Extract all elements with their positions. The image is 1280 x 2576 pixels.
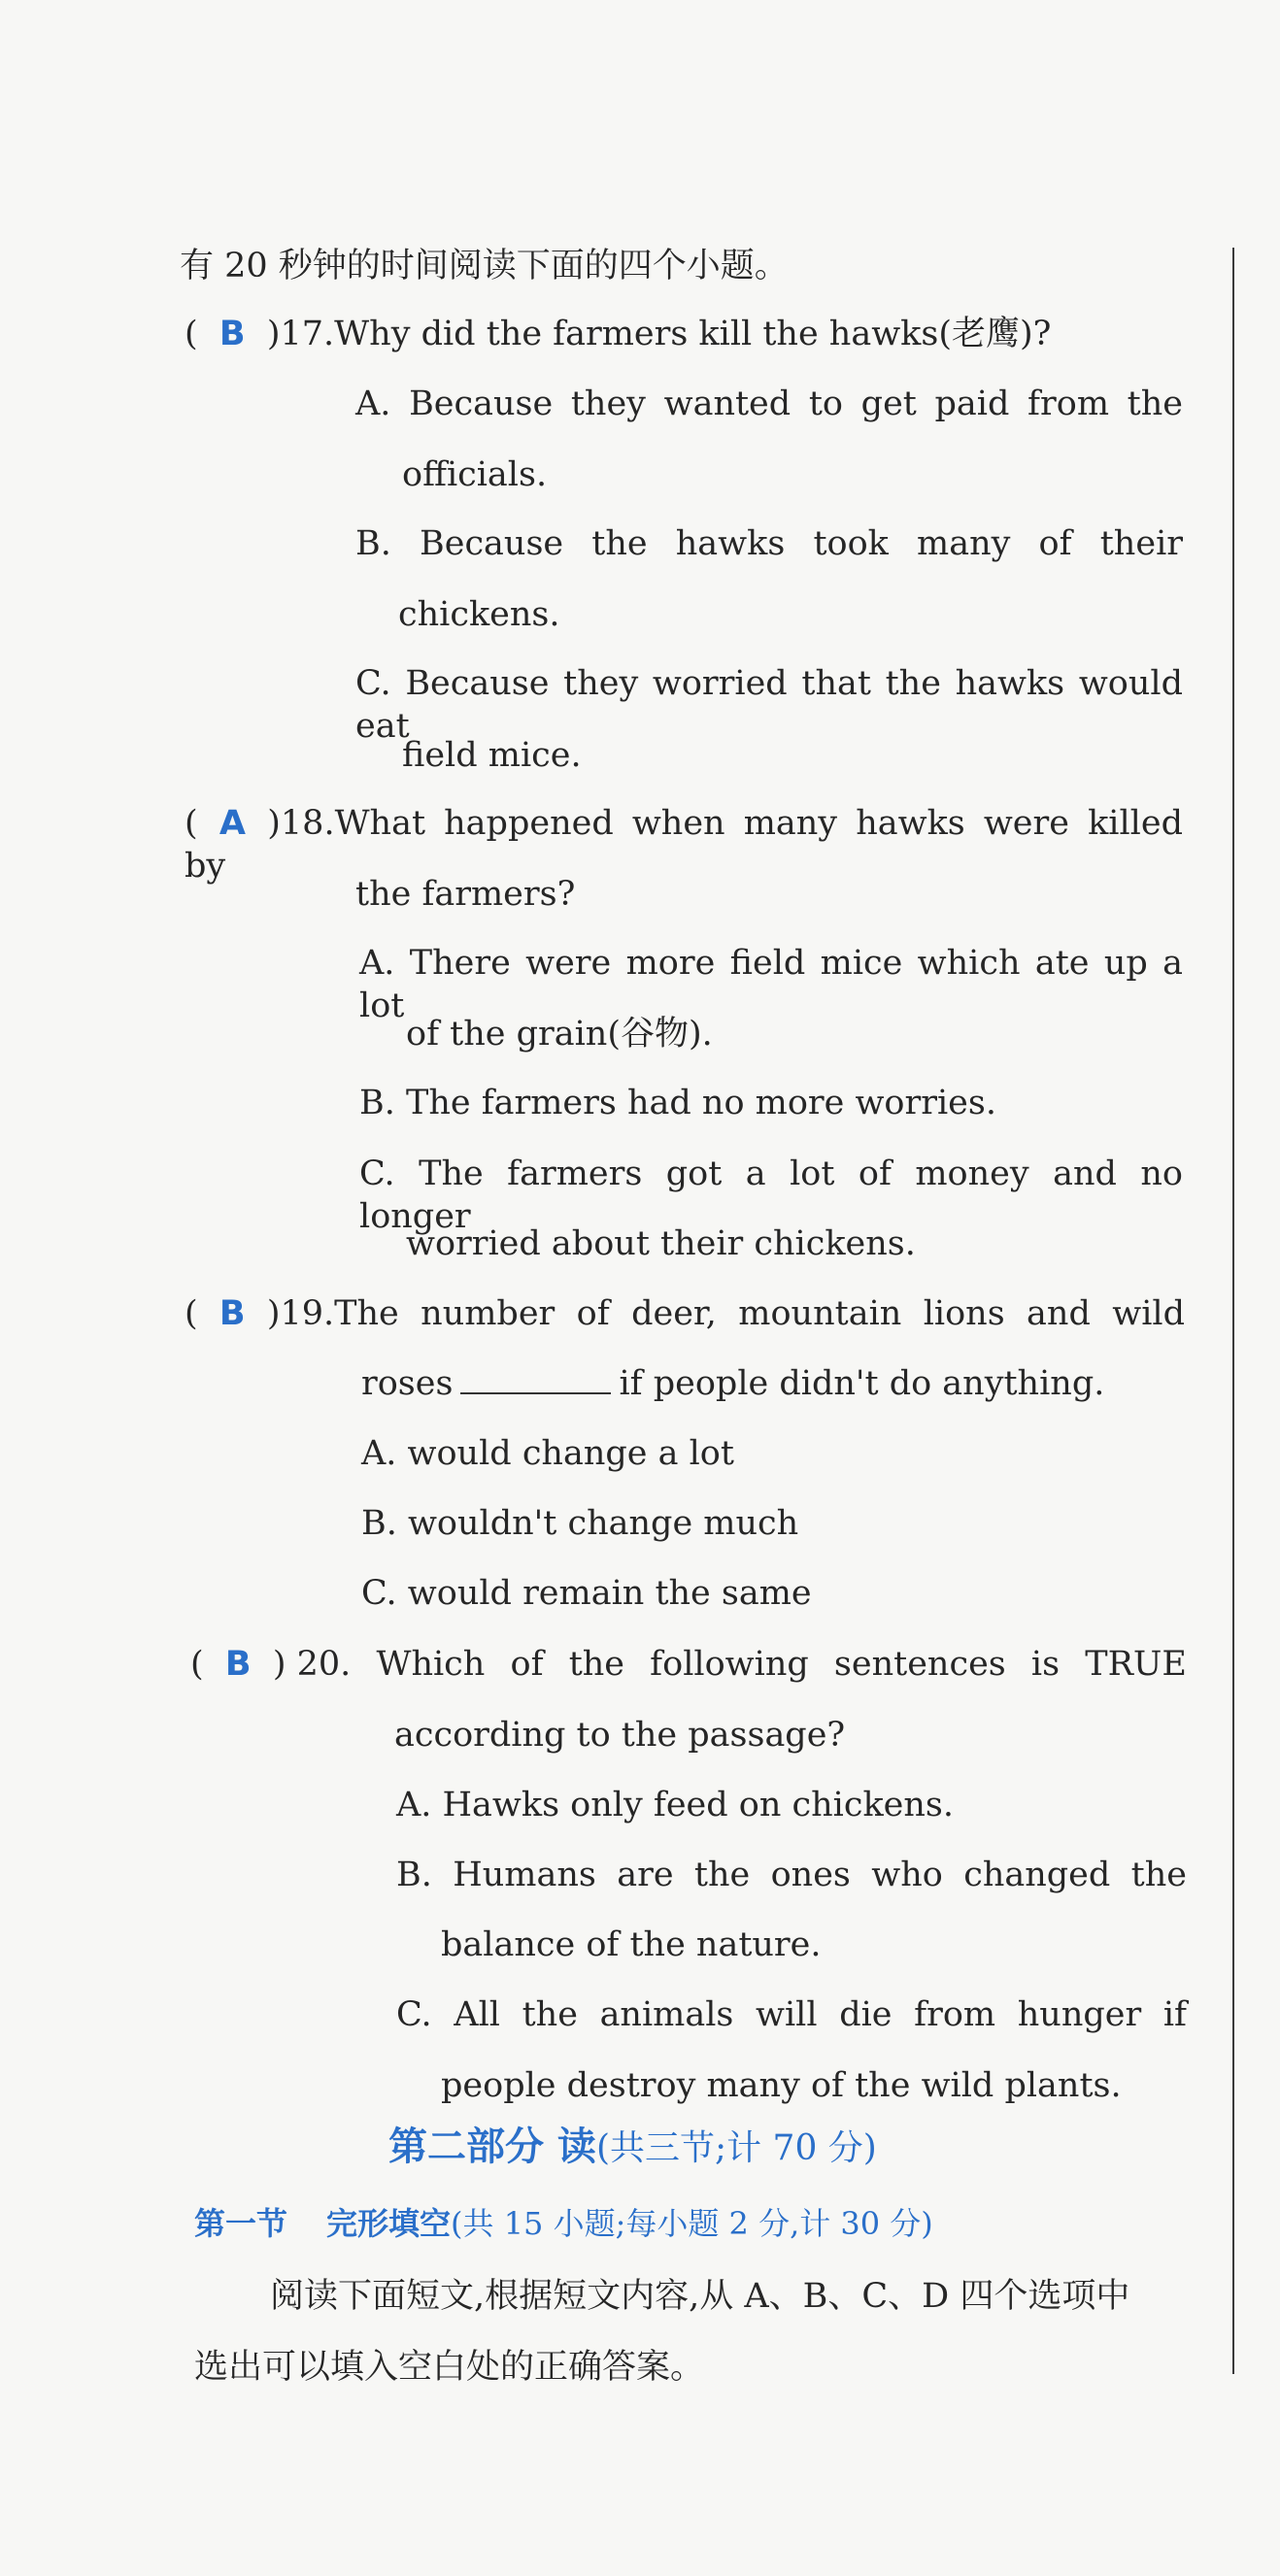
- question-18-option-a-cont: of the grain(谷物).: [406, 1015, 713, 1054]
- question-18-stem-cont: the farmers?: [355, 875, 576, 914]
- question-19-option-b: B. wouldn't change much: [361, 1504, 799, 1543]
- answer-19: B: [219, 1294, 246, 1333]
- question-20-option-c-cont: people destroy many of the wild plants.: [441, 2066, 1122, 2105]
- question-18-option-b: B. The farmers had no more worries.: [359, 1084, 996, 1122]
- intro-text: 有 20 秒钟的时间阅读下面的四个小题。: [180, 247, 789, 285]
- question-17-option-c-cont: field mice.: [402, 736, 582, 775]
- question-17-option-c: C. Because they worried that the hawks would eat: [355, 664, 1183, 746]
- question-17-option-a-cont: officials.: [402, 455, 548, 494]
- instructions-line-1: 阅读下面短文,根据短文内容,从 A、B、C、D 四个选项中: [270, 2277, 1130, 2316]
- question-20-option-c: C. All the animals will die from hunger if: [396, 1995, 1187, 2034]
- question-20-option-b: B. Humans are the ones who changed the: [396, 1856, 1187, 1894]
- question-19-option-a: A. would change a lot: [361, 1434, 734, 1473]
- question-20-stem-cont: according to the passage?: [394, 1716, 846, 1755]
- question-20-stem: ( B ) 20. Which of the following sentences is TRUE: [190, 1645, 1187, 1684]
- question-20-option-a: A. Hawks only feed on chickens.: [396, 1786, 955, 1824]
- question-18-option-c-cont: worried about their chickens.: [406, 1224, 916, 1263]
- question-17-option-b-cont: chickens.: [398, 595, 560, 634]
- question-19-stem: ( B )19.The number of deer, mountain lions and wild: [185, 1294, 1185, 1333]
- answer-blank: [460, 1363, 611, 1394]
- answer-17: B: [219, 315, 246, 353]
- answer-20: B: [224, 1645, 252, 1684]
- instructions-line-2: 选出可以填入空白处的正确答案。: [194, 2348, 705, 2387]
- question-19-stem-cont: roses if people didn't do anything.: [361, 1364, 1105, 1403]
- section-one-heading: 第一节 完形填空(共 15 小题;每小题 2 分,计 30 分): [194, 2205, 933, 2242]
- part-two-heading: 第二部分 读(共三节;计 70 分): [388, 2124, 877, 2169]
- question-17-stem: ( B )17.Why did the farmers kill the hawks(老鹰)?: [185, 315, 1052, 353]
- question-18-option-c: C. The farmers got a lot of money and no longer: [359, 1154, 1183, 1236]
- question-18-stem: ( A )18.What happened when many hawks were killed by: [185, 804, 1183, 886]
- answer-18: A: [219, 804, 246, 843]
- question-17-option-a: A. Because they wanted to get paid from the: [355, 385, 1183, 423]
- question-17-option-b: B. Because the hawks took many of their: [355, 524, 1183, 563]
- question-18-option-a: A. There were more field mice which ate up a lot: [359, 944, 1183, 1025]
- question-19-option-c: C. would remain the same: [361, 1574, 812, 1613]
- margin-rule: [1232, 248, 1234, 2374]
- question-20-option-b-cont: balance of the nature.: [441, 1925, 822, 1964]
